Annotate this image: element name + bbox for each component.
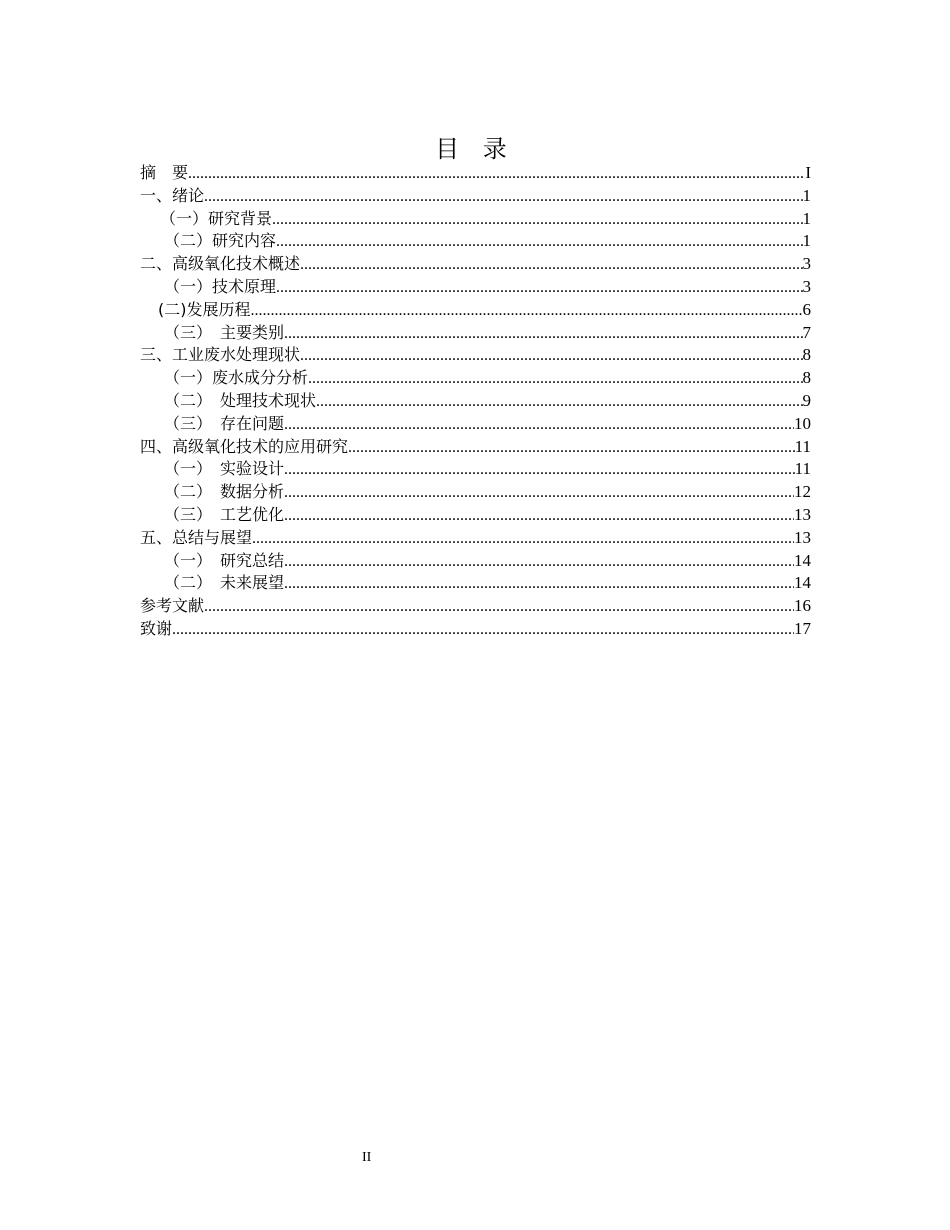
toc-entry[interactable] — [140, 504, 811, 527]
page-number: II — [362, 1150, 372, 1165]
table-of-contents — [140, 162, 811, 641]
toc-entry-label: （一） 研究总结 — [164, 550, 285, 570]
toc-entry-page-number: 8 — [802, 345, 811, 365]
toc-entry-label: （三） 存在问题 — [164, 413, 285, 433]
toc-entry-label: （二） 数据分析 — [164, 482, 285, 502]
toc-entry-page-number: 11 — [794, 436, 811, 456]
toc-entry-page-number: 14 — [794, 550, 811, 570]
toc-entry-page-number: 10 — [794, 413, 811, 433]
toc-dot-leader — [316, 391, 802, 414]
toc-dot-leader — [251, 300, 803, 323]
toc-dot-leader — [348, 437, 795, 460]
toc-entry[interactable] — [140, 185, 811, 208]
toc-dot-leader — [172, 619, 794, 642]
toc-entry-page-number: 3 — [802, 276, 811, 296]
toc-entry-page-number: 14 — [794, 573, 811, 593]
toc-entry-page-number: 13 — [794, 504, 811, 524]
toc-entry-label: 二、高级氧化技术概述 — [140, 254, 301, 274]
toc-entry-page-number: 9 — [802, 390, 811, 410]
toc-entry[interactable] — [140, 162, 811, 185]
toc-entry[interactable] — [140, 322, 811, 345]
toc-entry-page-number: 7 — [802, 322, 811, 342]
toc-entry[interactable] — [140, 276, 811, 299]
toc-entry-label: (二)发展历程 — [158, 299, 251, 319]
toc-entry-page-number: 16 — [794, 596, 811, 616]
toc-entry-page-number: 1 — [802, 208, 811, 228]
toc-dot-leader — [276, 231, 802, 254]
toc-entry[interactable] — [140, 618, 811, 641]
toc-entry[interactable] — [140, 458, 811, 481]
toc-entry[interactable] — [140, 550, 811, 573]
toc-entry-page-number: 17 — [794, 618, 811, 638]
toc-entry[interactable] — [140, 436, 811, 459]
toc-dot-leader — [272, 209, 802, 232]
toc-dot-leader — [188, 163, 805, 186]
toc-dot-leader — [284, 414, 794, 437]
toc-dot-leader — [284, 459, 795, 482]
toc-entry-label: （一）废水成分分析 — [164, 368, 309, 388]
toc-entry-label: （二） 处理技术现状 — [164, 390, 317, 410]
toc-entry[interactable] — [140, 230, 811, 253]
toc-entry-label: （一） 实验设计 — [164, 459, 285, 479]
toc-entry-label: 参考文献 — [140, 596, 205, 616]
toc-entry[interactable] — [140, 572, 811, 595]
toc-entry-page-number: 11 — [794, 459, 811, 479]
toc-dot-leader — [284, 482, 794, 505]
toc-entry[interactable] — [140, 413, 811, 436]
toc-dot-leader — [300, 254, 802, 277]
toc-entry[interactable] — [140, 208, 811, 231]
toc-dot-leader — [204, 596, 794, 619]
toc-entry-page-number: 8 — [802, 368, 811, 388]
toc-dot-leader — [252, 528, 794, 551]
toc-entry-page-number: 1 — [802, 231, 811, 251]
toc-dot-leader — [276, 277, 802, 300]
toc-dot-leader — [300, 345, 802, 368]
toc-entry-page-number: 6 — [802, 299, 811, 319]
toc-entry-label: （三） 工艺优化 — [164, 504, 285, 524]
toc-entry[interactable] — [140, 595, 811, 618]
toc-entry-label: 一、绪论 — [140, 185, 205, 205]
toc-entry-label: （一）研究背景 — [160, 208, 273, 228]
toc-entry[interactable] — [140, 390, 811, 413]
toc-dot-leader — [308, 368, 802, 391]
toc-entry-label: （三） 主要类别 — [164, 322, 285, 342]
toc-entry-label: （一）技术原理 — [164, 276, 277, 296]
toc-entry-label: 致谢 — [140, 618, 173, 638]
toc-entry-label: 四、高级氧化技术的应用研究 — [140, 436, 349, 456]
toc-entry[interactable] — [140, 527, 811, 550]
toc-dot-leader — [284, 505, 794, 528]
toc-entry-page-number: 13 — [794, 527, 811, 547]
toc-entry-label: 摘 要 — [140, 163, 189, 182]
toc-entry-page-number: I — [805, 163, 811, 182]
toc-entry-label: （二） 未来展望 — [164, 573, 285, 593]
toc-entry-page-number: 1 — [802, 185, 811, 205]
toc-title: 目 录 — [435, 135, 515, 163]
toc-entry[interactable] — [140, 481, 811, 504]
toc-dot-leader — [284, 323, 802, 346]
toc-entry-page-number: 12 — [794, 482, 811, 502]
toc-entry-label: 三、工业废水处理现状 — [140, 345, 301, 365]
toc-entry[interactable] — [140, 253, 811, 276]
toc-entry[interactable] — [140, 367, 811, 390]
toc-entry-label: 五、总结与展望 — [140, 527, 253, 547]
toc-dot-leader — [284, 573, 794, 596]
toc-entry[interactable] — [140, 299, 811, 322]
toc-entry-page-number: 3 — [802, 254, 811, 274]
toc-entry-label: （二）研究内容 — [164, 231, 277, 251]
toc-entry[interactable] — [140, 344, 811, 367]
toc-dot-leader — [204, 186, 802, 209]
toc-dot-leader — [284, 551, 794, 574]
